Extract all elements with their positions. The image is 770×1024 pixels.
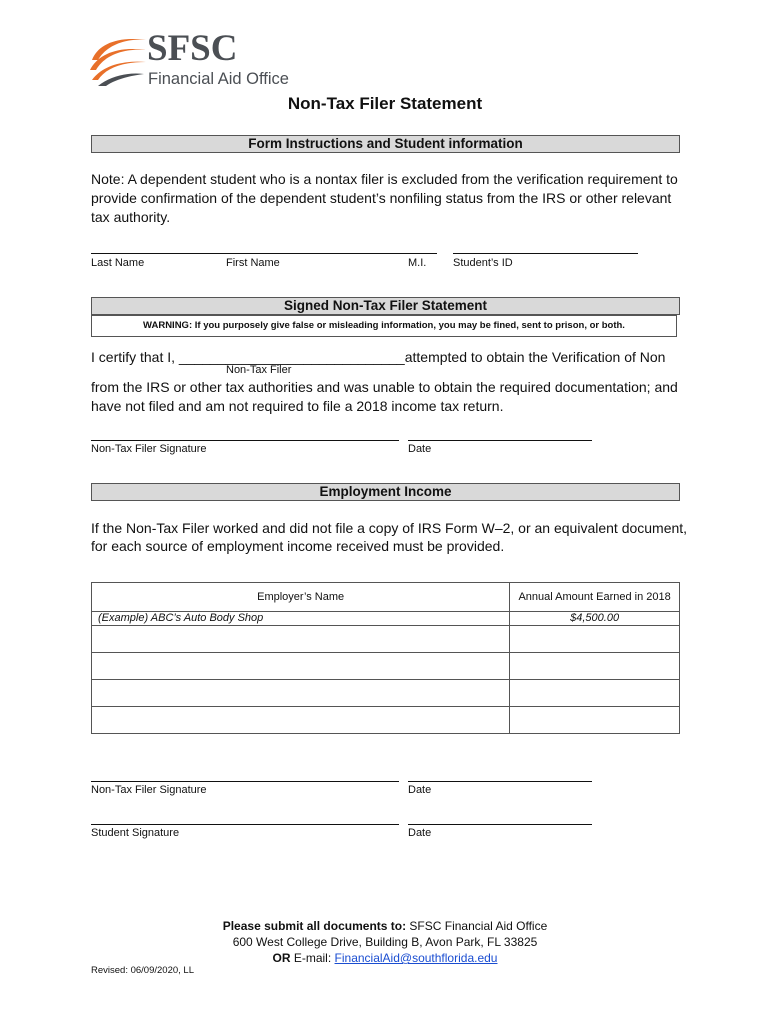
certify-line: I certify that I, _____________________________attempted to obtain the Verification of Non <box>91 349 666 365</box>
amount-cell[interactable] <box>510 653 680 680</box>
section-header-instructions: Form Instructions and Student information <box>91 135 680 153</box>
employer-cell[interactable] <box>92 653 510 680</box>
last-name-label: Last Name <box>91 257 145 269</box>
date-label-3: Date <box>408 827 432 839</box>
example-amount-cell: $4,500.00 <box>510 612 680 626</box>
amount-cell[interactable] <box>510 707 680 734</box>
footer-or: OR <box>272 951 291 965</box>
table-row <box>92 612 680 626</box>
employment-text: If the Non-Tax Filer worked and did not file a copy of IRS Form W–2, or an equivalent document, for each source of employment income received must be provided. <box>91 520 688 554</box>
table-row <box>92 707 680 734</box>
footer-lead: Please submit all documents to: <box>222 919 407 933</box>
employer-cell[interactable] <box>92 680 510 707</box>
signature-label-2: Non-Tax Filer Signature <box>91 784 207 796</box>
footer <box>0 918 770 966</box>
date-line-2[interactable] <box>408 781 592 782</box>
nontax-filer-label: Non-Tax Filer <box>226 364 292 376</box>
date-line-3[interactable] <box>408 824 592 825</box>
revised-note: Revised: 06/09/2020, LL <box>91 965 194 976</box>
email-link[interactable]: FinancialAid@southflorida.edu <box>334 951 498 965</box>
first-name-label: First Name <box>226 257 280 269</box>
table-row <box>92 626 680 653</box>
logo-brand: SFSC <box>147 28 238 69</box>
student-signature-label: Student Signature <box>91 827 180 839</box>
date-line-1[interactable] <box>408 440 592 441</box>
sfsc-logo-mark-icon <box>88 34 148 88</box>
date-label-1: Date <box>408 443 432 455</box>
student-id-line[interactable] <box>453 253 638 254</box>
example-employer-cell: (Example) ABC’s Auto Body Shop <box>92 612 510 626</box>
col-annual-amount: Annual Amount Earned in 2018 <box>510 583 680 612</box>
logo-subtitle: Financial Aid Office <box>148 70 289 88</box>
mi-label: M.I. <box>408 257 427 269</box>
certify-rest: from the IRS or other tax authorities and was unable to obtain the required documentation; and have not filed and am not required to file a 2018 income tax return. <box>91 379 678 414</box>
signature-line-1[interactable] <box>91 440 399 441</box>
section-header-employment: Employment Income <box>91 483 680 501</box>
page-title: Non-Tax Filer Statement <box>287 94 483 113</box>
employment-table <box>91 582 680 734</box>
signature-line-2[interactable] <box>91 781 399 782</box>
employer-cell[interactable] <box>92 626 510 653</box>
col-employer-name: Employer’s Name <box>92 583 510 612</box>
student-signature-line[interactable] <box>91 824 399 825</box>
employer-cell[interactable] <box>92 707 510 734</box>
footer-address: 600 West College Drive, Building B, Avon Park, FL 33825 <box>232 935 538 949</box>
footer-submit-line <box>0 918 770 934</box>
amount-cell[interactable] <box>510 626 680 653</box>
footer-office: SFSC Financial Aid Office <box>406 919 548 933</box>
student-name-line[interactable] <box>91 253 437 254</box>
instructions-note: Note: A dependent student who is a nontax filer is excluded from the verification requirement to provide confirmation of the dependent student’s nonfiling status from the IRS or other relevant tax authority. <box>91 171 678 225</box>
amount-cell[interactable] <box>510 680 680 707</box>
signature-label-1: Non-Tax Filer Signature <box>91 443 207 455</box>
footer-email-line <box>0 950 770 966</box>
table-row <box>92 653 680 680</box>
student-id-label: Student’s ID <box>453 257 513 269</box>
date-label-2: Date <box>408 784 432 796</box>
footer-email-label: E-mail: <box>290 951 335 965</box>
warning-box: WARNING: If you purposely give false or misleading information, you may be fined, sent to prison, or both. <box>91 315 677 337</box>
section-header-signed-statement: Signed Non-Tax Filer Statement <box>91 297 680 315</box>
table-row <box>92 680 680 707</box>
